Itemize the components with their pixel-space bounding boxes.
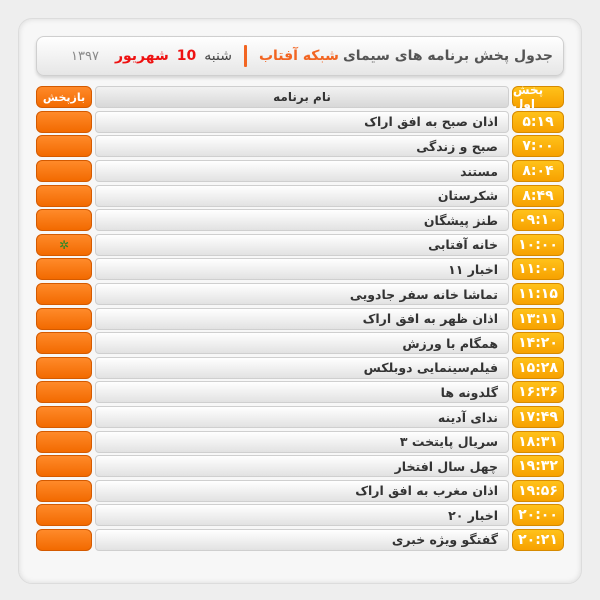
program-time: ۰۹:۱۰ <box>512 209 564 231</box>
program-name: شکرستان <box>95 185 509 207</box>
program-time: ۱۱:۰۰ <box>512 258 564 280</box>
column-header-rerun: بازپخش <box>36 86 92 108</box>
schedule-table <box>36 85 564 552</box>
program-time: ۵:۱۹ <box>512 111 564 133</box>
program-rerun <box>36 332 92 354</box>
program-name: اخبار ۱۱ <box>95 258 509 280</box>
program-name: اذان ظهر به افق اراک <box>95 308 509 330</box>
table-row <box>36 233 564 258</box>
program-rerun <box>36 135 92 157</box>
program-rerun <box>36 357 92 379</box>
header-day: 10 <box>176 48 197 64</box>
program-name: مستند <box>95 160 509 182</box>
table-header-row <box>36 85 564 110</box>
header-separator <box>244 45 247 67</box>
program-name: گفتگو ویژه خبری <box>95 529 509 551</box>
program-rerun <box>36 209 92 231</box>
header-weekday: شنبه <box>204 48 232 64</box>
program-time: ۱۸:۳۱ <box>512 431 564 453</box>
table-row <box>36 134 564 159</box>
program-rerun <box>36 455 92 477</box>
table-row <box>36 208 564 233</box>
program-time: ۱۷:۴۹ <box>512 406 564 428</box>
table-row <box>36 306 564 331</box>
program-rerun <box>36 234 92 256</box>
program-time: ۱۹:۳۲ <box>512 455 564 477</box>
program-rerun <box>36 111 92 133</box>
table-row <box>36 479 564 504</box>
table-row <box>36 454 564 479</box>
table-row <box>36 282 564 307</box>
program-time: ۱۶:۳۶ <box>512 381 564 403</box>
program-name: طنز پیشگان <box>95 209 509 231</box>
program-rerun <box>36 381 92 403</box>
program-name: صبح و زندگی <box>95 135 509 157</box>
table-row <box>36 110 564 135</box>
table-row <box>36 380 564 405</box>
program-name: خانه آفتابی <box>95 234 509 256</box>
program-time: ۲۰:۰۰ <box>512 504 564 526</box>
program-time: ۱۱:۱۵ <box>512 283 564 305</box>
program-time: ۸:۴۹ <box>512 185 564 207</box>
table-row <box>36 331 564 356</box>
table-row <box>36 528 564 553</box>
program-rerun <box>36 258 92 280</box>
program-time: ۱۴:۲۰ <box>512 332 564 354</box>
program-name: اخبار ۲۰ <box>95 504 509 526</box>
program-time: ۸:۰۴ <box>512 160 564 182</box>
program-rerun <box>36 480 92 502</box>
header-title: جدول پخش برنامه های سیمای <box>342 48 553 64</box>
program-rerun <box>36 406 92 428</box>
rerun-mark: ✲ <box>58 237 70 252</box>
table-row <box>36 356 564 381</box>
program-name: همگام با ورزش <box>95 332 509 354</box>
program-time: ۱۰:۰۰ <box>512 234 564 256</box>
program-name: گلدونه ها <box>95 381 509 403</box>
column-header-name: نام برنامه <box>95 86 509 108</box>
program-time: ۱۵:۲۸ <box>512 357 564 379</box>
table-row <box>36 183 564 208</box>
program-time: ۲۰:۲۱ <box>512 529 564 551</box>
program-name: سریال پایتخت ۳ <box>95 431 509 453</box>
program-rerun <box>36 185 92 207</box>
program-time: ۷:۰۰ <box>512 135 564 157</box>
program-name: اذان صبح به افق اراک <box>95 111 509 133</box>
program-rerun <box>36 431 92 453</box>
table-row <box>36 257 564 282</box>
header-year: ۱۳۹۷ <box>71 48 99 64</box>
program-rerun <box>36 283 92 305</box>
program-rerun <box>36 529 92 551</box>
program-name: تماشا خانه سفر جادویی <box>95 283 509 305</box>
program-name: چهل سال افتخار <box>95 455 509 477</box>
table-row <box>36 159 564 184</box>
column-header-time: پخش اول <box>512 86 564 108</box>
program-rerun <box>36 160 92 182</box>
table-row <box>36 429 564 454</box>
program-rerun <box>36 504 92 526</box>
program-name: فیلم‌سینمایی دوبلکس <box>95 357 509 379</box>
header-month: شهریور <box>114 48 169 64</box>
program-time: ۱۹:۵۶ <box>512 480 564 502</box>
channel-name: شبکه آفتاب <box>258 48 339 64</box>
schedule-header <box>36 36 564 76</box>
program-time: ۱۳:۱۱ <box>512 308 564 330</box>
table-row <box>36 503 564 528</box>
program-rerun <box>36 308 92 330</box>
program-name: اذان مغرب به افق اراک <box>95 480 509 502</box>
program-name: ندای آدینه <box>95 406 509 428</box>
table-row <box>36 405 564 430</box>
